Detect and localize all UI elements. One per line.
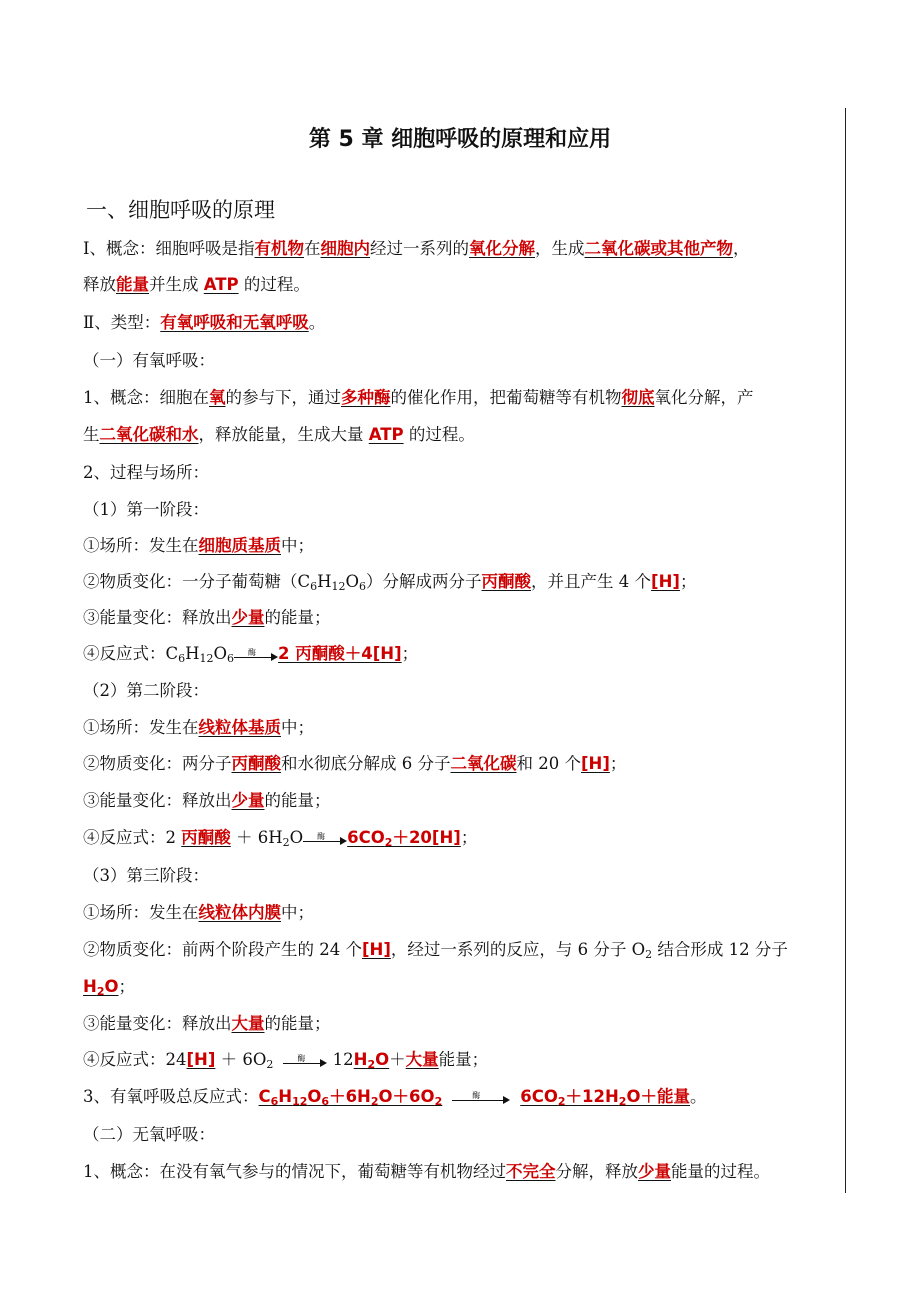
answer-blank: 多种酶 (341, 388, 391, 407)
subsection-heading: （一）有氧呼吸： (83, 351, 215, 370)
process-heading: 2、过程与场所： (83, 463, 209, 482)
overall-equation-line: 3、有氧呼吸总反应式：$C_6H_{12}O_6+6H_2O+6O_2$ 酶 $6CO_2+12H_2O+$能量。 (83, 1087, 707, 1108)
answer-blank: $6CO_2+12H_2O+$能量 (520, 1087, 690, 1108)
site-line: ①场所：发生在线粒体基质中； (83, 718, 314, 737)
answer-blank: 2 丙酮酸＋4[H] (278, 644, 402, 663)
matter-change-line: ②物质变化：一分子葡萄糖$(C_6H_{12}O_6)$分解成两分子丙酮酸，并且产生 4 个[H]； (83, 572, 697, 593)
answer-blank: 不完全 (506, 1162, 556, 1181)
answer-blank: ATP (368, 425, 404, 444)
stage-heading: （2）第二阶段： (83, 681, 209, 700)
answer-blank: 少量 (638, 1162, 671, 1181)
stage-heading: （1）第一阶段： (83, 500, 209, 519)
answer-blank: 细胞质基质 (198, 536, 281, 555)
answer-blank: 有机物 (254, 239, 305, 258)
answer-blank: $H_2O$ (83, 977, 119, 998)
answer-blank: [H] (362, 940, 391, 959)
anaerobic-concept-line: 1、概念：在没有氧气参与的情况下，葡萄糖等有机物经过不完全分解，释放少量能量的过程。 (83, 1162, 770, 1181)
reaction-arrow: 酶 (283, 1053, 327, 1069)
answer-blank: $H_2O$ (353, 1050, 390, 1071)
subsection-heading: （二）无氧呼吸： (83, 1125, 215, 1144)
equation-line: ④反应式：$24[H] + 6O_2$ 酶 $12H_2O+$大量能量； (83, 1050, 489, 1071)
type-line: Ⅱ、类型：有氧呼吸和无氧呼吸。 (83, 313, 326, 332)
answer-blank: 大量 (231, 1014, 265, 1033)
answer-blank: $6CO_2+20[H]$ (347, 828, 461, 849)
answer-blank: $C_6H_{12}O_6+6H_2O+6O_2$ (258, 1087, 443, 1108)
aerobic-concept-line: 1、概念：细胞在氧的参与下，通过多种酶的催化作用，把葡萄糖等有机物彻底氧化分解，产 (83, 388, 754, 407)
answer-blank: [H] (186, 1050, 216, 1069)
concept-line-2: 释放能量并生成 ATP 的过程。 (83, 275, 310, 294)
concept-line: Ⅰ、概念：细胞呼吸是指有机物在细胞内经过一系列的氧化分解，生成二氧化碳或其他产物， (83, 239, 750, 258)
answer-blank: 二氧化碳 (450, 754, 517, 773)
reaction-arrow: 酶 (452, 1090, 510, 1106)
answer-blank: [H] (651, 572, 680, 591)
answer-blank: 能量 (116, 275, 149, 294)
energy-line: ③能量变化：释放出少量的能量； (83, 791, 331, 810)
site-line: ①场所：发生在线粒体内膜中； (83, 903, 314, 922)
answer-blank: 线粒体内膜 (198, 903, 281, 922)
answer-blank: 细胞内 (320, 239, 371, 258)
matter-change-line: ②物质变化：前两个阶段产生的 24 个[H]，经过一系列的反应，与 6 分子 $O_2$ 结合形成 12 分子 (83, 940, 788, 961)
answer-blank: 有氧呼吸和无氧呼吸 (160, 313, 309, 332)
answer-blank: 氧化分解 (469, 239, 536, 258)
chapter-title: 第 5 章 细胞呼吸的原理和应用 (308, 127, 612, 152)
reaction-arrow: 酶 (303, 831, 347, 847)
answer-blank: 丙酮酸 (181, 828, 231, 847)
answer-blank: [H] (581, 754, 610, 773)
site-line: ①场所：发生在细胞质基质中； (83, 536, 314, 555)
answer-blank: 二氧化碳或其他产物 (584, 239, 734, 258)
answer-blank: 彻底 (621, 388, 655, 407)
matter-change-line-2: $H_2O$； (83, 977, 135, 998)
aerobic-concept-line-2: 生二氧化碳和水，释放能量，生成大量 ATP 的过程。 (83, 425, 475, 444)
answer-blank: 二氧化碳和水 (99, 425, 199, 444)
equation-line: ④反应式：2 丙酮酸 ＋ $6H_2O$ 酶 $6CO_2+20[H]$； (83, 828, 478, 849)
answer-blank: ATP (203, 275, 239, 294)
answer-blank: 氧 (209, 388, 226, 407)
stage-heading: （3）第三阶段： (83, 866, 209, 885)
answer-blank: 丙酮酸 (231, 754, 281, 773)
energy-line: ③能量变化：释放出大量的能量； (83, 1014, 331, 1033)
answer-blank: 少量 (231, 791, 265, 810)
energy-line: ③能量变化：释放出少量的能量； (83, 608, 331, 627)
answer-blank: 少量 (231, 608, 265, 627)
answer-blank: 大量 (405, 1050, 439, 1069)
answer-blank: 丙酮酸 (481, 572, 532, 591)
section-heading: 一、细胞呼吸的原理 (86, 198, 275, 222)
margin-line (845, 108, 846, 1193)
matter-change-line: ②物质变化：两分子丙酮酸和水彻底分解成 6 分子二氧化碳和 20 个[H]； (83, 754, 627, 773)
reaction-arrow: 酶 (234, 647, 278, 663)
answer-blank: 线粒体基质 (198, 718, 281, 737)
equation-line: ④反应式：$C_6H_{12}O_6$ 酶 2 丙酮酸＋4[H]； (83, 644, 419, 665)
